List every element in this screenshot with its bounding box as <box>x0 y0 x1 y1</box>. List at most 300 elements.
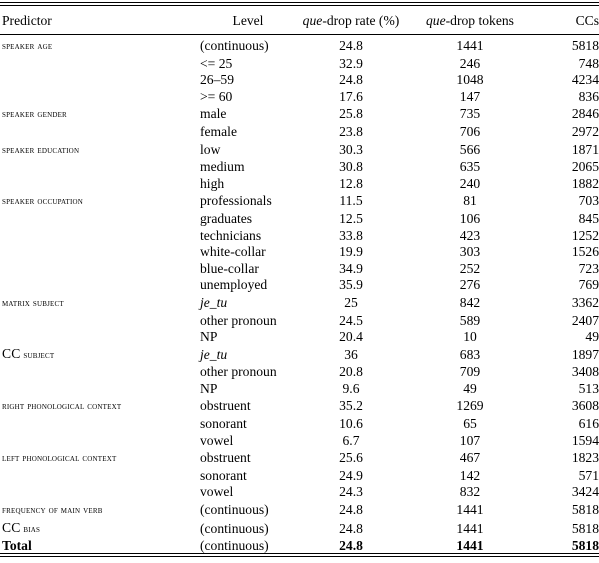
header-level: Level <box>232 13 264 28</box>
level-cell <box>200 176 296 193</box>
table-row <box>0 228 599 245</box>
rate-cell-text: 24.8 <box>339 72 363 88</box>
tokens-cell-text: 246 <box>459 55 481 71</box>
predictor-name <box>2 109 67 120</box>
predictor-name <box>2 196 83 207</box>
rate-cell-text: 32.9 <box>339 55 363 71</box>
tokens-cell-text: 1441 <box>456 38 484 53</box>
tokens-cell-text: 709 <box>459 364 481 380</box>
level-cell <box>200 346 296 365</box>
table-row <box>0 484 599 501</box>
predictor-cell <box>0 261 200 278</box>
rate-cell <box>296 449 406 468</box>
rate-cell-text: 24.8 <box>339 502 363 518</box>
rate-cell-text: 36 <box>344 346 358 362</box>
table-row <box>0 346 599 365</box>
predictor-cell <box>0 416 200 433</box>
predictor-cell <box>0 192 200 211</box>
tokens-cell-text: 683 <box>459 346 481 362</box>
level-cell <box>200 313 296 330</box>
rate-cell-text: 25.6 <box>339 450 363 466</box>
header-predictor: Predictor <box>2 13 52 28</box>
rate-cell-text: 11.5 <box>339 193 363 209</box>
predictor-label: subject <box>20 349 55 361</box>
header-tokens-rest: -drop tokens <box>445 13 514 28</box>
level-cell-text: medium <box>200 159 245 175</box>
predictor-name <box>2 453 116 464</box>
predictor-label: speaker occupation <box>2 196 84 208</box>
header-rule <box>0 34 599 35</box>
ccs-cell-text: 1871 <box>571 141 599 157</box>
level-cell <box>200 105 296 124</box>
predictor-name <box>2 41 52 52</box>
level-cell <box>200 89 296 106</box>
tokens-cell <box>406 105 534 124</box>
tokens-cell-text: 147 <box>459 88 481 104</box>
ccs-cell-text: 2407 <box>571 312 599 328</box>
tokens-cell <box>406 346 534 365</box>
level-cell-text: NP <box>200 380 218 396</box>
rate-cell <box>296 468 406 485</box>
rate-cell <box>296 34 406 56</box>
ccs-cell-text: 1897 <box>571 346 599 362</box>
tokens-cell <box>406 89 534 106</box>
rate-cell-text: 24.3 <box>339 484 363 500</box>
ccs-cell-text: 1594 <box>571 432 599 448</box>
table-row <box>0 105 599 124</box>
rate-cell <box>296 416 406 433</box>
ccs-cell <box>534 468 599 485</box>
bottom-double-rule-1 <box>0 553 599 554</box>
predictor-name <box>2 505 103 516</box>
ccs-cell <box>534 159 599 176</box>
tokens-cell-text: 49 <box>463 380 477 396</box>
table-row <box>0 261 599 278</box>
level-cell <box>200 124 296 141</box>
level-cell <box>200 364 296 381</box>
ccs-cell-text: 5818 <box>571 502 599 518</box>
table-row <box>0 520 599 539</box>
tokens-cell <box>406 329 534 346</box>
predictor-cell <box>0 397 200 416</box>
tokens-cell-text: 65 <box>463 416 477 432</box>
table-row <box>0 159 599 176</box>
level-cell <box>200 433 296 450</box>
rate-cell <box>296 56 406 73</box>
rate-cell <box>296 124 406 141</box>
level-cell-text: graduates <box>200 210 253 226</box>
tokens-cell <box>406 277 534 294</box>
rate-cell-text: 24.9 <box>339 467 363 483</box>
table-row <box>0 364 599 381</box>
level-cell-text: vowel <box>200 484 234 500</box>
tokens-cell-text: 735 <box>459 106 481 122</box>
rate-cell <box>296 277 406 294</box>
ccs-cell <box>534 192 599 211</box>
level-cell-text: obstruent <box>200 450 251 466</box>
table-row <box>0 124 599 141</box>
level-cell-text: unemployed <box>200 277 268 293</box>
predictor-cell <box>0 468 200 485</box>
level-cell <box>200 468 296 485</box>
table-row <box>0 501 599 520</box>
table-row <box>0 397 599 416</box>
tokens-cell-text: 303 <box>459 244 481 260</box>
ccs-cell <box>534 381 599 398</box>
tokens-cell-text: 252 <box>459 260 481 276</box>
tokens-cell <box>406 501 534 520</box>
predictor-name <box>2 145 79 156</box>
header-tokens-italic: que <box>426 13 446 28</box>
rate-cell-text: 12.8 <box>339 175 363 191</box>
predictor-cell <box>0 211 200 228</box>
rate-cell <box>296 364 406 381</box>
table-row <box>0 277 599 294</box>
rate-cell-text: 9.6 <box>342 380 360 396</box>
rate-cell <box>296 520 406 539</box>
rate-cell-text: 25 <box>344 294 358 310</box>
level-cell-text: 26–59 <box>200 72 234 88</box>
predictor-cell <box>0 520 200 539</box>
header-rate-rest: -drop rate (%) <box>322 13 400 28</box>
ccs-cell-text: 513 <box>578 380 599 396</box>
ccs-cell <box>534 34 599 56</box>
tokens-cell-text: 142 <box>459 467 481 483</box>
rate-cell <box>296 159 406 176</box>
level-cell <box>200 228 296 245</box>
tokens-cell-text: 1441 <box>456 502 484 518</box>
table-row <box>0 176 599 193</box>
level-cell-text: >= 60 <box>200 88 233 104</box>
table-row <box>0 329 599 346</box>
predictor-cell <box>0 449 200 468</box>
ccs-cell-text: 4234 <box>571 72 599 88</box>
ccs-cell <box>534 261 599 278</box>
table-row <box>0 89 599 106</box>
predictor-cell <box>0 124 200 141</box>
predictor-cell <box>0 277 200 294</box>
level-cell <box>200 484 296 501</box>
level-cell <box>200 449 296 468</box>
tokens-cell <box>406 72 534 89</box>
ccs-cell <box>534 244 599 261</box>
tokens-cell-text: 566 <box>459 141 481 157</box>
table-row <box>0 34 599 56</box>
level-cell-text: NP <box>200 329 218 345</box>
ccs-cell-text: 703 <box>578 193 599 209</box>
level-cell <box>200 56 296 73</box>
level-cell-text: other pronoun <box>200 312 277 328</box>
tokens-cell <box>406 397 534 416</box>
predictor-cell <box>0 484 200 501</box>
predictor-name <box>2 345 55 361</box>
tokens-cell-text: 1441 <box>456 520 484 536</box>
level-cell-text: low <box>200 141 221 157</box>
level-cell-text: je_tu <box>200 294 228 310</box>
rate-cell-text: 17.6 <box>339 88 363 104</box>
rate-cell <box>296 105 406 124</box>
table-row <box>0 192 599 211</box>
predictor-name <box>2 519 41 535</box>
rate-cell <box>296 244 406 261</box>
level-cell <box>200 501 296 520</box>
tokens-cell <box>406 313 534 330</box>
level-cell <box>200 520 296 539</box>
predictor-cell <box>0 72 200 89</box>
rate-cell-text: 35.2 <box>339 398 363 414</box>
ccs-cell-text: 3408 <box>571 364 599 380</box>
level-cell-text: male <box>200 106 227 122</box>
rate-cell-text: 30.8 <box>339 159 363 175</box>
ccs-cell <box>534 294 599 313</box>
ccs-cell <box>534 141 599 160</box>
level-cell <box>200 34 296 56</box>
ccs-cell <box>534 72 599 89</box>
tokens-cell <box>406 261 534 278</box>
table-row <box>0 72 599 89</box>
top-double-rule-1 <box>0 2 599 3</box>
predictor-cell <box>0 329 200 346</box>
tokens-cell <box>406 294 534 313</box>
tokens-cell <box>406 449 534 468</box>
level-cell-text: (continuous) <box>200 502 269 518</box>
level-cell <box>200 381 296 398</box>
header-row <box>0 8 599 34</box>
tokens-cell <box>406 211 534 228</box>
total-tokens-text: 1441 <box>456 538 484 554</box>
ccs-cell-text: 616 <box>578 416 599 432</box>
ccs-cell-text: 723 <box>578 260 599 276</box>
level-cell-text: blue-collar <box>200 260 259 276</box>
rate-cell <box>296 433 406 450</box>
predictor-cell <box>0 381 200 398</box>
predictor-caps: CC <box>2 345 21 361</box>
predictor-label: speaker age <box>2 41 53 52</box>
predictor-cell <box>0 313 200 330</box>
tokens-cell <box>406 364 534 381</box>
ccs-cell <box>534 211 599 228</box>
predictor-cell <box>0 294 200 313</box>
ccs-cell <box>534 520 599 539</box>
level-cell <box>200 72 296 89</box>
level-cell-text: professionals <box>200 193 272 209</box>
predictor-cell <box>0 433 200 450</box>
tokens-cell-text: 1269 <box>456 398 484 414</box>
rate-cell-text: 30.3 <box>339 141 363 157</box>
ccs-cell-text: 1823 <box>571 450 599 466</box>
rate-cell-text: 34.9 <box>339 260 363 276</box>
tokens-cell-text: 832 <box>459 484 481 500</box>
tokens-cell <box>406 124 534 141</box>
rate-cell-text: 35.9 <box>339 277 363 293</box>
tokens-cell <box>406 228 534 245</box>
ccs-cell-text: 845 <box>578 210 599 226</box>
rate-cell <box>296 346 406 365</box>
ccs-cell-text: 748 <box>578 55 599 71</box>
tokens-cell-text: 635 <box>459 159 481 175</box>
tokens-cell-text: 276 <box>459 277 481 293</box>
ccs-cell-text: 3424 <box>571 484 599 500</box>
header-rate <box>296 8 406 34</box>
predictor-cell <box>0 89 200 106</box>
predictor-cell <box>0 346 200 365</box>
rate-cell-text: 20.4 <box>339 329 363 345</box>
ccs-cell-text: 2065 <box>571 159 599 175</box>
rate-cell <box>296 228 406 245</box>
rate-cell-text: 12.5 <box>339 210 363 226</box>
predictor-caps: CC <box>2 519 21 535</box>
level-cell <box>200 416 296 433</box>
header-ccs: CCs <box>575 13 599 28</box>
predictor-cell <box>0 364 200 381</box>
rate-cell <box>296 501 406 520</box>
ccs-cell <box>534 397 599 416</box>
predictor-name <box>2 401 121 412</box>
rate-cell-text: 6.7 <box>342 432 360 448</box>
rate-cell <box>296 484 406 501</box>
header-rate-italic: que <box>302 13 323 28</box>
ccs-cell <box>534 449 599 468</box>
tokens-cell <box>406 520 534 539</box>
header-tokens <box>406 8 534 34</box>
predictor-label: right phonological context <box>2 401 122 413</box>
ccs-cell-text: 2972 <box>571 123 599 139</box>
table-row <box>0 56 599 73</box>
rate-cell <box>296 89 406 106</box>
ccs-cell-text: 2846 <box>571 106 599 122</box>
level-cell <box>200 192 296 211</box>
total-level-text: (continuous) <box>200 538 269 554</box>
table-row <box>0 313 599 330</box>
ccs-cell-text: 3608 <box>571 398 599 414</box>
ccs-cell <box>534 346 599 365</box>
rate-cell <box>296 141 406 160</box>
ccs-cell <box>534 501 599 520</box>
ccs-cell-text: 836 <box>578 88 599 104</box>
rate-cell-text: 10.6 <box>339 416 363 432</box>
rate-cell <box>296 381 406 398</box>
level-cell <box>200 211 296 228</box>
ccs-cell <box>534 228 599 245</box>
rate-cell-text: 25.8 <box>339 106 363 122</box>
predictor-cell <box>0 56 200 73</box>
rate-cell-text: 24.8 <box>339 520 363 536</box>
level-cell <box>200 294 296 313</box>
rate-cell <box>296 397 406 416</box>
ccs-cell-text: 1252 <box>571 227 599 243</box>
predictor-label: matrix subject <box>2 297 64 309</box>
tokens-cell <box>406 433 534 450</box>
predictor-cell <box>0 501 200 520</box>
table-row <box>0 449 599 468</box>
tokens-cell-text: 10 <box>463 329 477 345</box>
rate-cell-text: 24.8 <box>339 38 363 53</box>
ccs-cell-text: 3362 <box>571 294 599 310</box>
rate-cell <box>296 176 406 193</box>
predictor-label: frequency of main verb <box>2 505 103 517</box>
tokens-cell <box>406 244 534 261</box>
ccs-cell-text: 49 <box>585 329 599 345</box>
predictor-name <box>2 298 64 309</box>
ccs-cell <box>534 124 599 141</box>
tokens-cell-text: 106 <box>459 210 481 226</box>
tokens-cell <box>406 381 534 398</box>
ccs-cell <box>534 56 599 73</box>
table-row <box>0 294 599 313</box>
ccs-cell-text: 5818 <box>571 520 599 536</box>
rate-cell-text: 23.8 <box>339 123 363 139</box>
tokens-cell-text: 589 <box>459 312 481 328</box>
table-row <box>0 141 599 160</box>
ccs-cell <box>534 433 599 450</box>
ccs-cell <box>534 89 599 106</box>
table-row <box>0 381 599 398</box>
predictor-cell <box>0 228 200 245</box>
level-cell-text: technicians <box>200 227 262 243</box>
table-body <box>0 34 599 555</box>
tokens-cell-text: 240 <box>459 175 481 191</box>
tokens-cell <box>406 141 534 160</box>
tokens-cell <box>406 192 534 211</box>
rate-cell-text: 20.8 <box>339 364 363 380</box>
predictor-cell <box>0 244 200 261</box>
table-row <box>0 244 599 261</box>
level-cell <box>200 277 296 294</box>
level-cell-text: sonorant <box>200 416 247 432</box>
predictor-label: speaker education <box>2 144 80 156</box>
level-cell-text: (continuous) <box>200 520 269 536</box>
level-cell <box>200 397 296 416</box>
predictor-label: speaker gender <box>2 109 67 121</box>
tokens-cell <box>406 176 534 193</box>
level-cell <box>200 244 296 261</box>
top-double-rule-2 <box>0 5 599 6</box>
rate-cell <box>296 72 406 89</box>
rate-cell <box>296 329 406 346</box>
rate-cell <box>296 261 406 278</box>
table-row <box>0 416 599 433</box>
tokens-cell <box>406 416 534 433</box>
tokens-cell-text: 1048 <box>456 72 484 88</box>
ccs-cell <box>534 105 599 124</box>
tokens-cell-text: 81 <box>463 193 477 209</box>
ccs-cell-text: 1882 <box>571 175 599 191</box>
tokens-cell-text: 107 <box>459 432 481 448</box>
level-cell-text: vowel <box>200 432 234 448</box>
ccs-cell-text: 1526 <box>571 244 599 260</box>
rate-cell <box>296 294 406 313</box>
ccs-cell <box>534 313 599 330</box>
rate-cell <box>296 211 406 228</box>
rate-cell-text: 19.9 <box>339 244 363 260</box>
tokens-cell-text: 467 <box>459 450 481 466</box>
level-cell-text: je_tu <box>200 346 228 362</box>
total-predictor-text: Total <box>2 538 32 554</box>
bottom-double-rule-2 <box>0 556 599 557</box>
total-rate-text: 24.8 <box>339 538 363 554</box>
ccs-cell <box>534 484 599 501</box>
level-cell-text: high <box>200 175 225 191</box>
ccs-cell-text: 769 <box>578 277 599 293</box>
level-cell-text: <= 25 <box>200 55 233 71</box>
tokens-cell-text: 423 <box>459 227 481 243</box>
que-drop-table <box>0 8 599 555</box>
tokens-cell-text: 706 <box>459 123 481 139</box>
rate-cell <box>296 192 406 211</box>
predictor-label: bias <box>20 523 41 535</box>
level-cell-text: (continuous) <box>200 38 269 53</box>
tokens-cell <box>406 468 534 485</box>
